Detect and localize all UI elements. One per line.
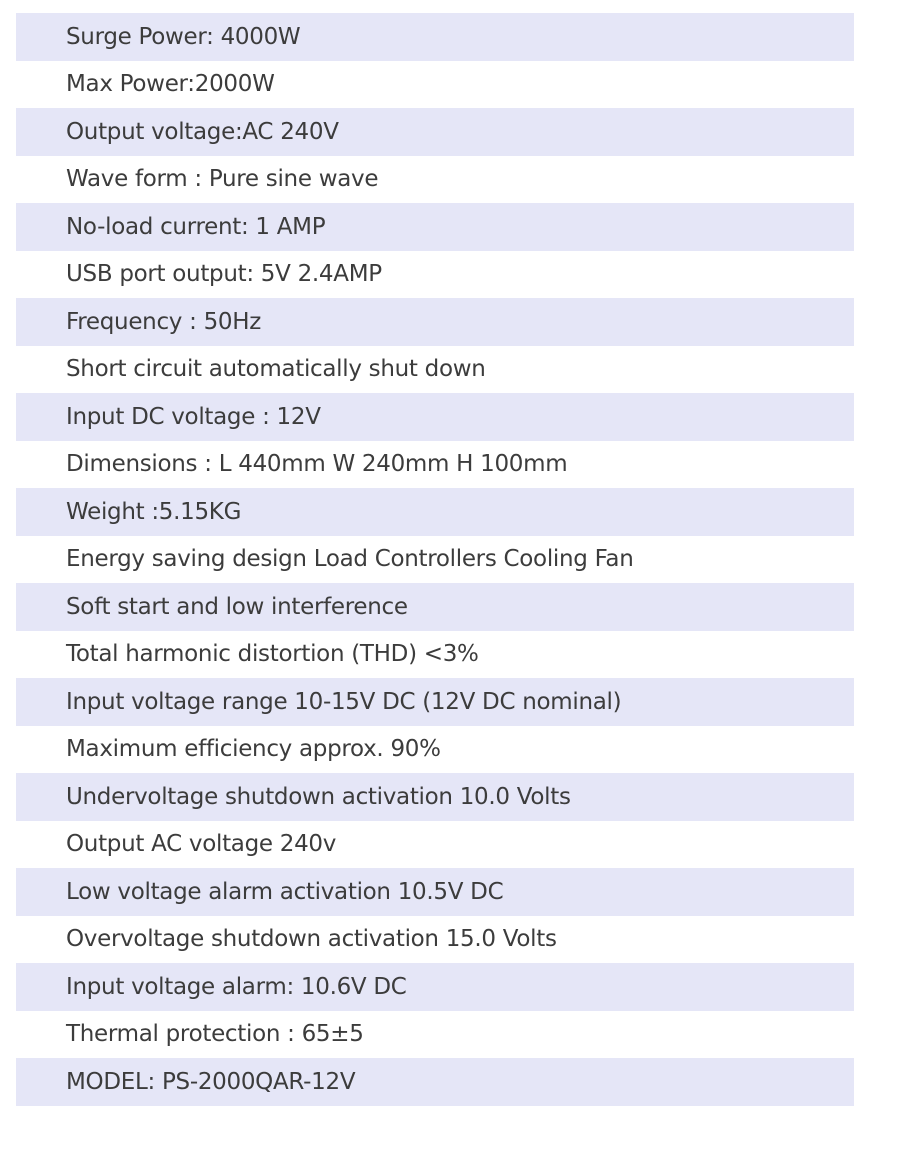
spec-row-energy-saving: Energy saving design Load Controllers Cooling Fan	[66, 546, 634, 573]
spec-row-short-circuit: Short circuit automatically shut down	[66, 356, 486, 383]
spec-row-model: MODEL: PS-2000QAR-12V	[16, 1058, 854, 1106]
spec-row-weight: Weight :5.15KG	[16, 488, 854, 536]
spec-row-thd: Total harmonic distortion (THD) <3%	[66, 641, 479, 668]
spec-row-input-dc-voltage: Input DC voltage : 12V	[16, 393, 854, 441]
spec-row-soft-start: Soft start and low interference	[16, 583, 854, 631]
spec-row-undervoltage-shutdown: Undervoltage shutdown activation 10.0 Volts	[16, 773, 854, 821]
spec-row-input-range: Input voltage range 10-15V DC (12V DC nominal)	[16, 678, 854, 726]
spec-list	[16, 13, 854, 1106]
spec-row-input-voltage-alarm: Input voltage alarm: 10.6V DC	[16, 963, 854, 1011]
spec-row-usb-output: USB port output: 5V 2.4AMP	[66, 261, 382, 288]
spec-row-overvoltage-shutdown: Overvoltage shutdown activation 15.0 Volts	[66, 926, 557, 953]
spec-row-low-voltage-alarm: Low voltage alarm activation 10.5V DC	[16, 868, 854, 916]
spec-row-surge-power: Surge Power: 4000W	[16, 13, 854, 61]
spec-row-max-power: Max Power:2000W	[66, 71, 275, 98]
spec-row-thermal-protection: Thermal protection : 65±5	[66, 1021, 364, 1048]
spec-row-dimensions: Dimensions : L 440mm W 240mm H 100mm	[66, 451, 568, 478]
spec-row-frequency: Frequency : 50Hz	[16, 298, 854, 346]
spec-row-wave-form: Wave form : Pure sine wave	[66, 166, 379, 193]
spec-row-no-load-current: No-load current: 1 AMP	[16, 203, 854, 251]
spec-row-efficiency: Maximum efficiency approx. 90%	[66, 736, 441, 763]
spec-row-output-ac-voltage: Output AC voltage 240v	[66, 831, 337, 858]
spec-row-output-voltage: Output voltage:AC 240V	[16, 108, 854, 156]
